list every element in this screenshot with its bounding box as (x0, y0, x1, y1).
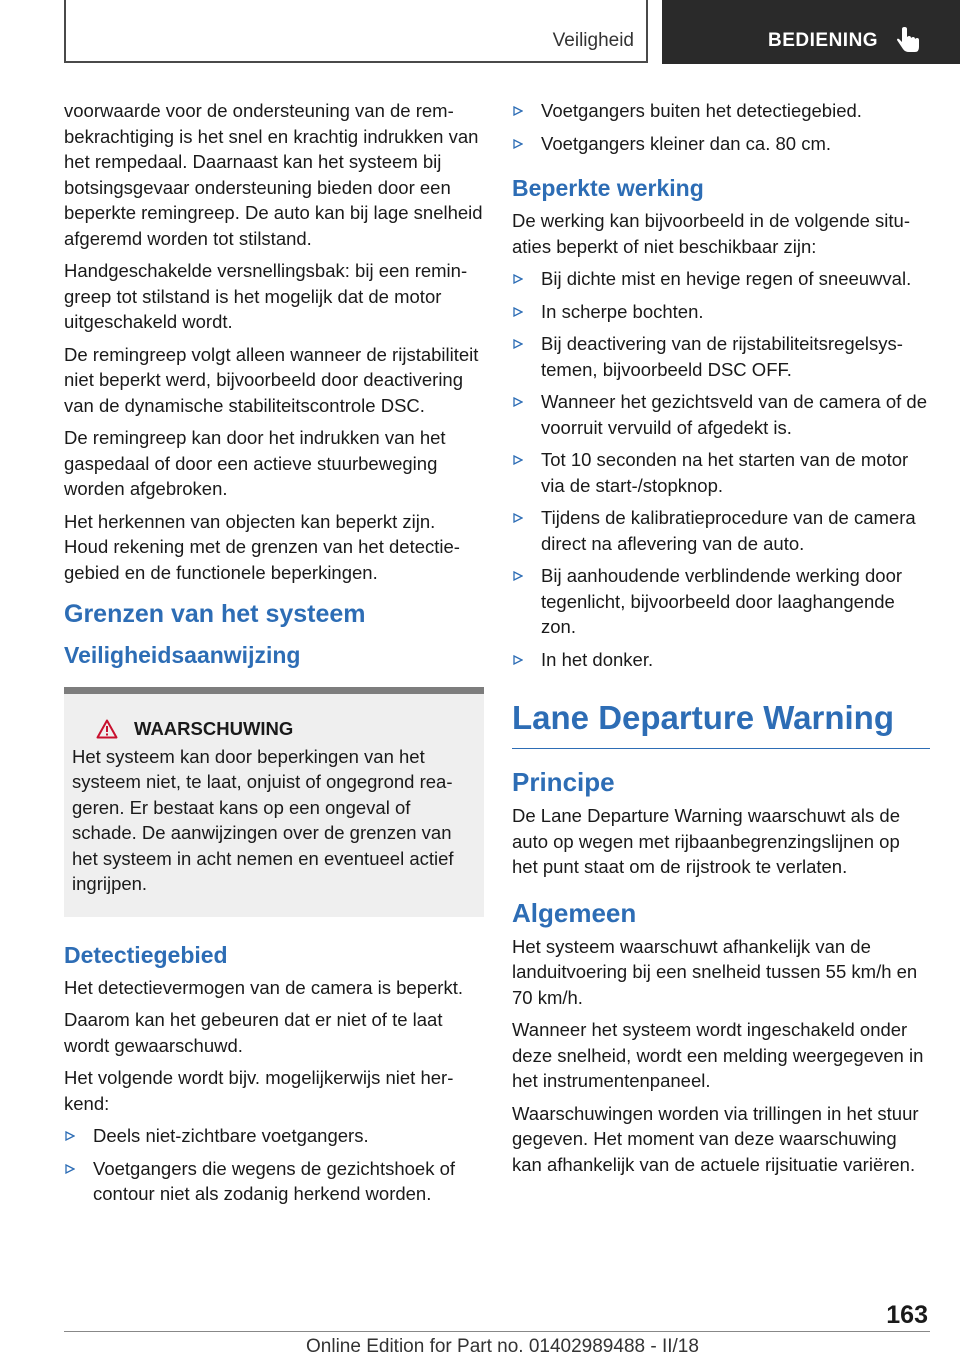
chapter-tab (662, 0, 960, 64)
list-item: Wanneer het gezichtsveld van de camera of de voorruit vervuild of afgedekt is. (512, 389, 930, 440)
warning-text: Het systeem kan door beperkingen van het systeem niet, te laat, onjuist of ongegrond reageren. Er bestaat kans op een ongeval of schade. De aanwijzingen over de grenzen van het systeem in acht nemen en eventueel actief ingrijpen. (72, 745, 454, 894)
triangle-right-icon (513, 339, 523, 349)
body-paragraph: Waarschuwingen worden via trillingen in het stuur gegeven. Het moment van deze waarschuwing kan afhankelijk van de actuele rijsituatie variëren. (512, 1102, 919, 1175)
header-section-label: Veiligheid (552, 30, 634, 51)
body-paragraph: Handgeschakelde versnellingsbak: bij een remingreep tot stilstand is het mogelijk dat de motor uitgeschakeld wordt. (64, 260, 468, 332)
list-item: In scherpe bochten. (512, 299, 930, 325)
footer-divider (64, 1331, 930, 1332)
triangle-right-icon (513, 274, 523, 284)
triangle-right-icon (513, 513, 523, 523)
general-heading: Algemeen (512, 897, 637, 928)
list-item: Bij aanhoudende verblindende werking door tegenlicht, bijvoorbeeld door laaghangende zon. (512, 563, 930, 640)
list-item: Tijdens de kalibratieprocedure van de camera direct na aflevering van de auto. (512, 505, 930, 556)
body-paragraph: Het detectievermogen van de camera is beperkt. (64, 976, 463, 998)
triangle-right-icon (513, 307, 523, 317)
triangle-right-icon (513, 571, 523, 581)
warning-box (64, 687, 484, 917)
right-column (512, 98, 930, 1184)
safety-heading: Veiligheidsaanwijzing (64, 642, 301, 668)
detection-heading: Detectiegebied (64, 941, 228, 968)
left-column (64, 98, 484, 1214)
triangle-right-icon (513, 655, 523, 665)
list-item: In het donker. (512, 647, 930, 673)
body-paragraph: Het volgende wordt bijv. mogelijkerwijs niet herkend: (64, 1067, 454, 1114)
body-paragraph: De Lane Departure Warning waarschuwt als de auto op wegen met rijbaanbegrenzingslijnen op het punt staat om de rijstrook te verlaten. (512, 805, 901, 877)
limited-heading: Beperkte werking (512, 175, 704, 201)
body-paragraph: Wanneer het systeem wordt ingeschakeld onder deze snelheid, wordt een melding weergegeven in het instrumentenpaneel. (512, 1019, 924, 1091)
detection-list-continued (512, 98, 930, 156)
list-item: Tot 10 seconden na het starten van de motor via de start-/stopknop. (512, 447, 930, 498)
warning-triangle-icon (96, 719, 118, 739)
triangle-right-icon (65, 1164, 75, 1174)
principle-heading: Principe (512, 767, 615, 797)
list-item: Deels niet-zichtbare voetgangers. (64, 1123, 484, 1149)
body-paragraph: Het systeem waarschuwt afhankelijk van de landuitvoering bij een snelheid tussen 55 km/h en 70 km/h. (512, 935, 918, 1008)
body-paragraph: voorwaarde voor de ondersteuning van de rembekrachtiging is het snel en krachtig indrukken van het rempedaal. Daarnaast kan het systeem bij botsingsgevaar ondersteuning bieden door een beperkte remingreep. De auto kan bij lage snelheid afgeremd worden tot stilstand. (64, 100, 483, 249)
triangle-right-icon (65, 1131, 75, 1141)
page-number: 163 (886, 1301, 928, 1329)
list-item: Bij dichte mist en hevige regen of sneeuwval. (512, 266, 930, 292)
triangle-right-icon (513, 106, 523, 116)
triangle-right-icon (513, 397, 523, 407)
body-paragraph: De remingreep volgt alleen wanneer de rijstabiliteit niet beperkt werd, bijvoorbeeld door deactivering van de dynamische stabiliteitscontrole DSC. (64, 343, 479, 416)
warning-title: WAARSCHUWING (134, 718, 294, 739)
body-paragraph: De remingreep kan door het indrukken van het gaspedaal of door een actieve stuurbeweging worden afgebroken. (64, 427, 446, 499)
warning-header (96, 716, 474, 742)
list-item: Voetgangers buiten het detectiegebied. (512, 98, 930, 124)
list-item: Voetgangers die wegens de gezichtshoek of contour niet als zodanig herkend worden. (64, 1156, 484, 1207)
footer-edition: Online Edition for Part no. 01402989488 - II/18 (306, 1336, 699, 1357)
triangle-right-icon (513, 455, 523, 465)
hand-pointer-icon (894, 26, 922, 54)
body-paragraph: De werking kan bijvoorbeeld in de volgende situaties beperkt of niet beschikbaar zijn: (512, 210, 910, 257)
list-item: Voetgangers kleiner dan ca. 80 cm. (512, 131, 930, 157)
body-paragraph: Het herkennen van objecten kan beperkt zijn. Houd rekening met de grenzen van het detectiegebied en de functionele beperkingen. (64, 510, 460, 583)
detection-list (64, 1123, 484, 1207)
body-paragraph: Daarom kan het gebeuren dat er niet of te laat wordt gewaarschuwd. (64, 1009, 443, 1056)
limits-heading: Grenzen van het systeem (64, 600, 366, 628)
triangle-right-icon (513, 139, 523, 149)
ldw-heading: Lane Departure Warning (512, 698, 930, 749)
list-item: Bij deactivering van de rijstabiliteitsregelsystemen, bijvoorbeeld DSC OFF. (512, 331, 930, 382)
limited-list (512, 266, 930, 672)
chapter-label: BEDIENING (768, 30, 879, 51)
